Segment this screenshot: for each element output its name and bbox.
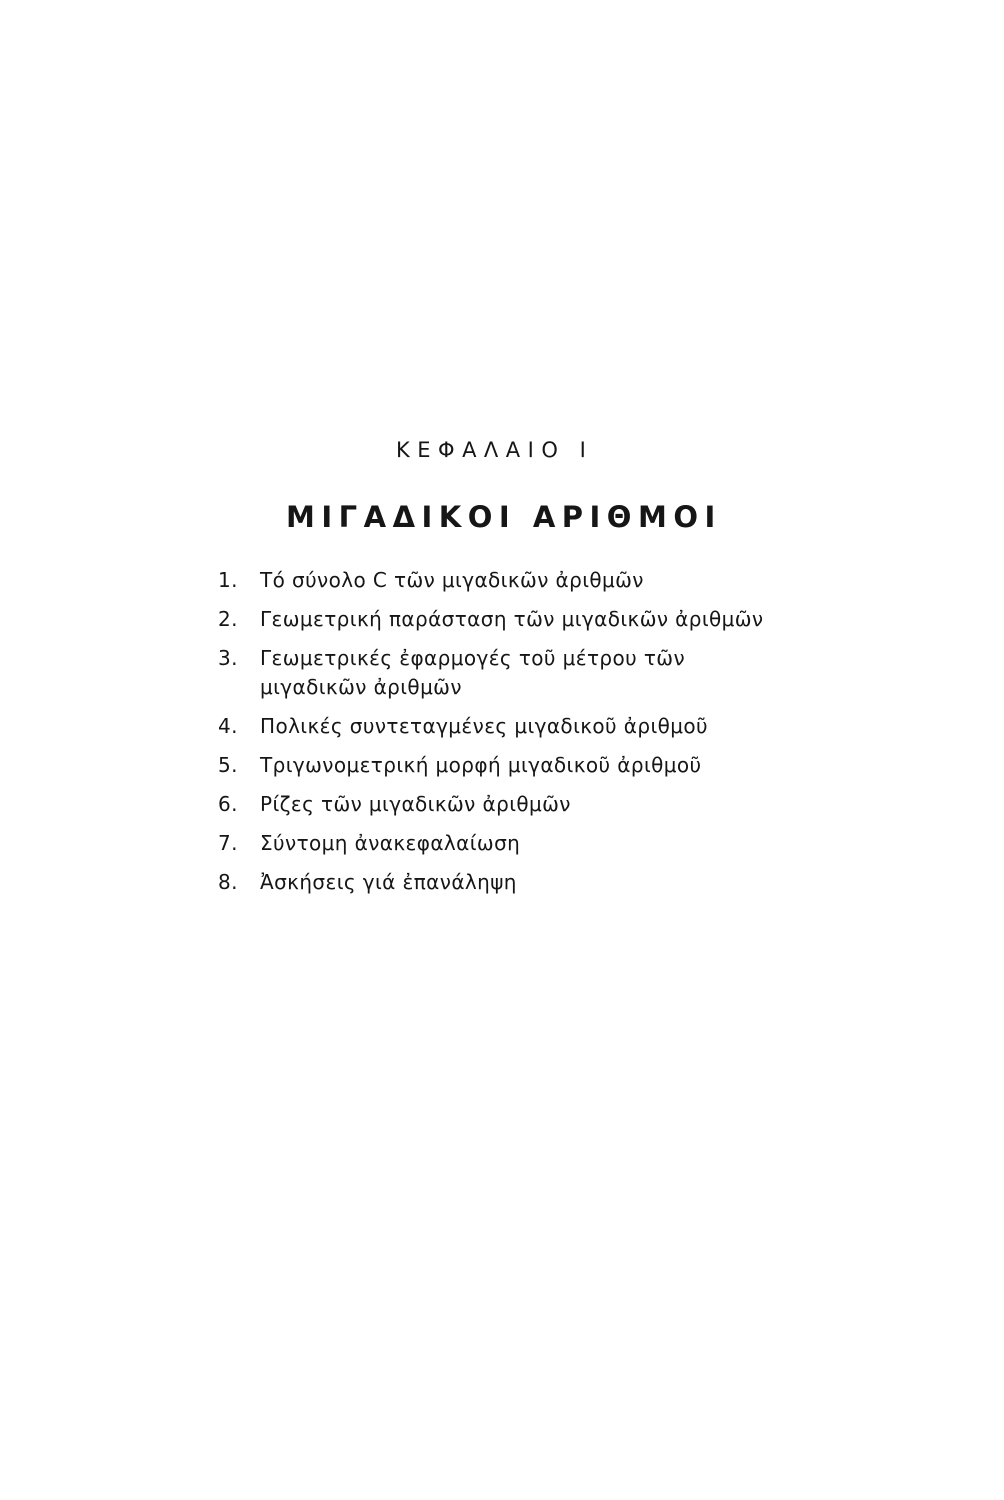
toc-item xyxy=(218,868,858,897)
toc-item xyxy=(218,790,858,819)
table-of-contents xyxy=(218,566,858,907)
toc-item-number: 2. xyxy=(218,607,238,631)
toc-item-text: Τό σύνολο C τῶν μιγαδικῶν ἀριθμῶν xyxy=(260,568,644,592)
toc-item-text: Ἀσκήσεις γιά ἐπανάληψη xyxy=(260,870,517,894)
chapter-title: ΜΙΓΑΔΙΚΟΙ ΑΡΙΘΜΟΙ xyxy=(286,500,722,534)
toc-item-text: Πολικές συντεταγμένες μιγαδικοῦ ἀριθμοῦ xyxy=(260,714,709,738)
toc-item-number: 8. xyxy=(218,870,238,894)
toc-item-number: 4. xyxy=(218,714,238,738)
toc-item-number: 3. xyxy=(218,646,238,670)
toc-item xyxy=(218,829,858,858)
toc-item xyxy=(218,605,858,634)
toc-item-text: Γεωμετρικές ἐφαρμογές τοῦ μέτρου τῶν μιγαδικῶν ἀριθμῶν xyxy=(260,646,686,699)
toc-item-text: Τριγωνομετρική μορφή μιγαδικοῦ ἀριθμοῦ xyxy=(260,753,702,777)
toc-item-number: 1. xyxy=(218,568,238,592)
chapter-label: ΚΕΦΑΛΑΙΟ Ι xyxy=(396,438,594,462)
toc-item-number: 7. xyxy=(218,831,238,855)
toc-item xyxy=(218,566,858,595)
toc-item xyxy=(218,644,858,702)
toc-item xyxy=(218,712,858,741)
toc-item-text: Σύντομη ἀνακεφαλαίωση xyxy=(260,831,521,855)
toc-item-number: 6. xyxy=(218,792,238,816)
toc-item-number: 5. xyxy=(218,753,238,777)
toc-item-text: Ρίζες τῶν μιγαδικῶν ἀριθμῶν xyxy=(260,792,571,816)
toc-item xyxy=(218,751,858,780)
toc-item-text: Γεωμετρική παράσταση τῶν μιγαδικῶν ἀριθμῶν xyxy=(260,607,764,631)
